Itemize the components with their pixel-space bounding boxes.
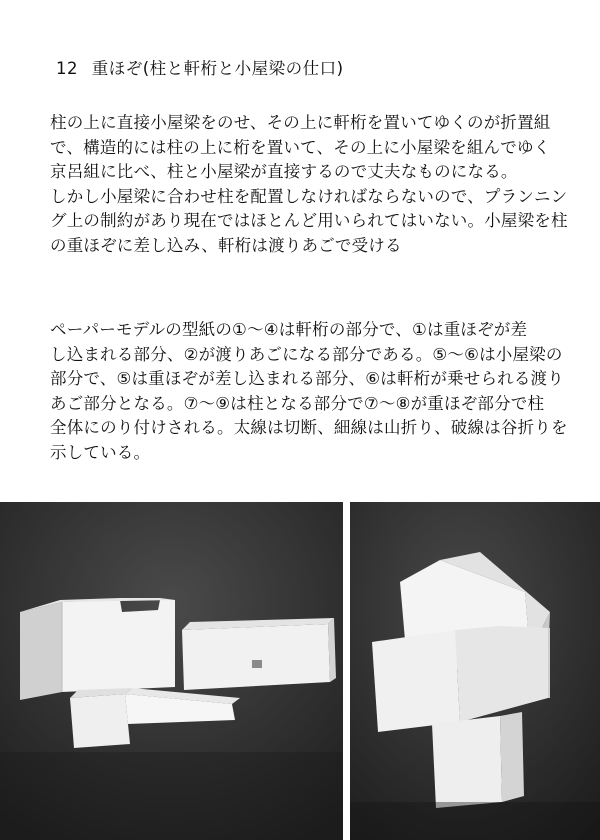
text-line: し込まれる部分、②が渡りあごになる部分である。⑤～⑥は小屋梁の bbox=[50, 344, 563, 364]
text-line: 京呂組に比べ、柱と小屋梁が直接するので丈夫なものになる。 bbox=[50, 162, 518, 181]
section-title: 重ほぞ(柱と軒桁と小屋梁の仕口) bbox=[91, 59, 344, 78]
text-line: グ上の制約があり現在ではほとんど用いられてはいない。小屋梁を柱 bbox=[50, 211, 568, 230]
text-line: 部分で、⑤は重ほぞが差し込まれる部分、⑥は軒桁が乗せられる渡り bbox=[50, 369, 564, 388]
photo-model-parts bbox=[0, 502, 343, 840]
text-line: の重ほぞに差し込み、軒桁は渡りあごで受ける bbox=[50, 235, 402, 255]
text-line: しかし小屋梁に合わせ柱を配置しなければならないので、プランニン bbox=[50, 186, 568, 206]
section-heading bbox=[56, 55, 344, 79]
text-line: 示している。 bbox=[50, 442, 151, 462]
text-line: あご部分となる。⑦～⑨は柱となる部分で⑦～⑧が重ほぞ部分で柱 bbox=[50, 393, 545, 413]
text-line: で、構造的には柱の上に桁を置いて、その上に小屋梁を組んでゆく bbox=[50, 137, 551, 157]
post-assembled bbox=[432, 712, 524, 808]
text-line: 全体にのり付けされる。太線は切断、細線は山折り、破線は谷折りを bbox=[50, 418, 568, 437]
paragraph-description bbox=[50, 111, 570, 258]
text-line: 柱の上に直接小屋梁をのせ、その上に軒桁を置いてゆくのが折置組 bbox=[50, 113, 551, 132]
photo-assembled-model bbox=[350, 502, 600, 840]
beam-piece bbox=[20, 598, 175, 700]
section-number: 12 bbox=[56, 59, 78, 78]
model-parts-illustration bbox=[0, 502, 343, 840]
girder-piece bbox=[182, 618, 336, 690]
assembled-model-illustration bbox=[350, 502, 600, 840]
paragraph-model-instructions bbox=[50, 318, 570, 465]
text-line: ペーパーモデルの型紙の①～④は軒桁の部分で、①は重ほぞが差 bbox=[50, 320, 528, 339]
